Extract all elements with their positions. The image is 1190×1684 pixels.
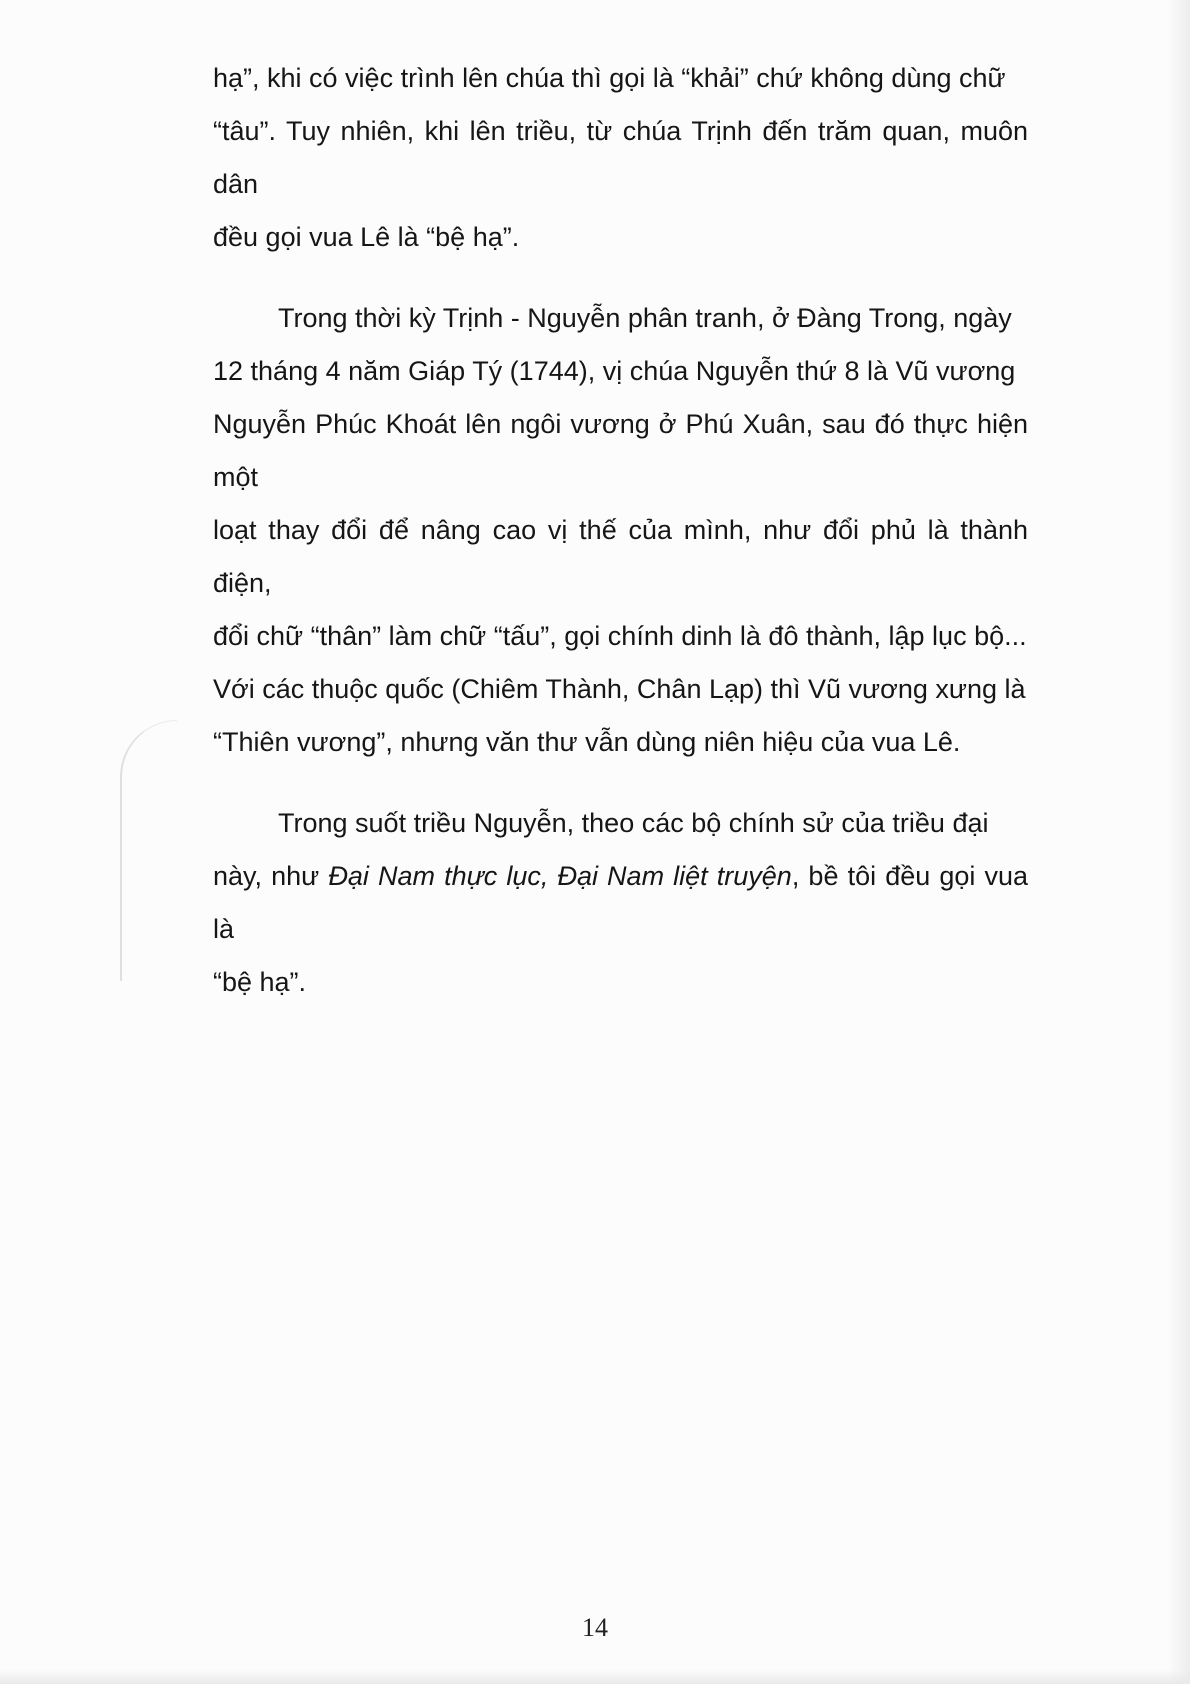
- page-bottom-shadow: [0, 1670, 1190, 1684]
- text-line: Với các thuộc quốc (Chiêm Thành, Chân Lạp) thì Vũ vương xưng là: [213, 674, 1026, 704]
- page-edge-shadow: [1168, 0, 1190, 1684]
- book-titles: Đại Nam thực lục, Đại Nam liệt truyện: [328, 861, 792, 891]
- text-line-suffix: , bề tôi đều gọi vua là: [213, 861, 1029, 944]
- text-line: Trong thời kỳ Trịnh - Nguyễn phân tranh, ở Đàng Trong, ngày: [278, 303, 1012, 333]
- paragraph-gap: [213, 264, 1028, 292]
- page-number: 14: [582, 1613, 608, 1642]
- text-line: Trong suốt triều Nguyễn, theo các bộ chính sử của triều đại: [278, 808, 989, 838]
- paragraph-gap: [213, 769, 1028, 797]
- show-through-mark: [120, 720, 177, 981]
- text-line: đều gọi vua Lê là “bệ hạ”.: [213, 222, 520, 252]
- text-line: “bệ hạ”.: [213, 967, 307, 997]
- text-line: loạt thay đổi để nâng cao vị thế của mình, như đổi phủ là thành điện,: [213, 515, 1028, 598]
- book-text: [213, 52, 1028, 1009]
- paragraph-continuation: [213, 52, 1028, 264]
- paragraph-nguyen-dynasty: [213, 797, 1028, 1009]
- text-line: hạ”, khi có việc trình lên chúa thì gọi là “khải” chứ không dùng chữ: [213, 63, 1006, 93]
- text-line: 12 tháng 4 năm Giáp Tý (1744), vị chúa Nguyễn thứ 8 là Vũ vương: [213, 356, 1016, 386]
- text-line-prefix: này, như: [213, 861, 329, 891]
- paragraph-trinh-nguyen: [213, 292, 1028, 769]
- text-line: “tâu”. Tuy nhiên, khi lên triều, từ chúa Trịnh đến trăm quan, muôn dân: [213, 116, 1028, 199]
- text-line: “Thiên vương”, nhưng văn thư vẫn dùng niên hiệu của vua Lê.: [213, 727, 961, 757]
- text-line: Nguyễn Phúc Khoát lên ngôi vương ở Phú Xuân, sau đó thực hiện một: [213, 409, 1028, 492]
- text-line: đổi chữ “thân” làm chữ “tấu”, gọi chính dinh là đô thành, lập lục bộ...: [213, 621, 1027, 651]
